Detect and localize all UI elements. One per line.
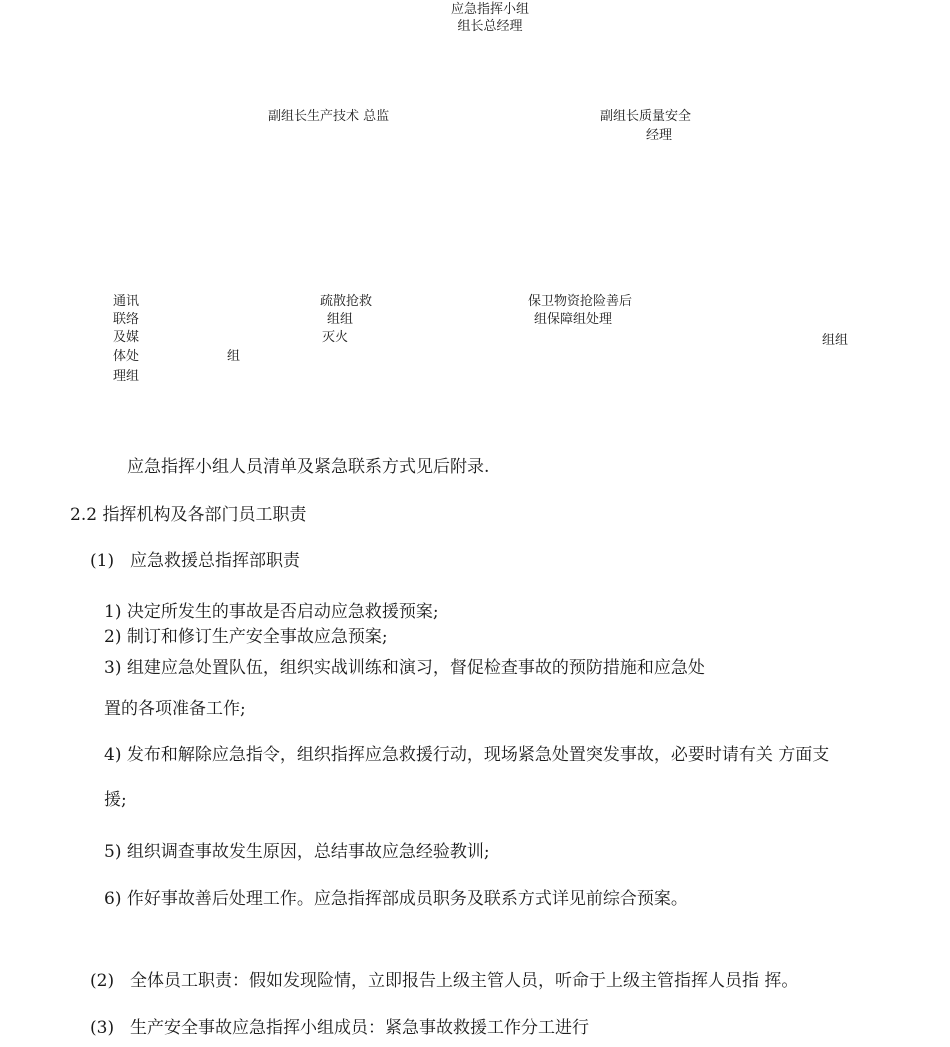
org-group-comm-line: 理组 xyxy=(113,369,140,384)
item1-title: 应急救援总指挥部职责 xyxy=(130,551,300,571)
org-group-comm-line: 体处 xyxy=(113,349,140,364)
org-group-evac-line2: 组组 xyxy=(327,312,354,327)
org-group-evac-line1: 疏散抢救 xyxy=(320,294,373,309)
org-group-comm-line: 及媒 xyxy=(113,330,140,345)
org-deputy-left: 副组长生产技术 总监 xyxy=(268,109,390,124)
item2-number: (2) xyxy=(90,971,115,991)
duty-line: 2) 制订和修订生产安全事故应急预案; xyxy=(104,627,388,647)
section-heading: 2.2 指挥机构及各部门员工职责 xyxy=(70,505,307,525)
appendix-note: 应急指挥小组人员清单及紧急联系方式见后附录. xyxy=(127,457,490,477)
item3-number: (3) xyxy=(90,1018,115,1038)
org-group-guard-line2: 组保障组处理 xyxy=(534,312,613,327)
org-group-comm-line: 通讯 xyxy=(113,294,140,309)
duty-line: 6) 作好事故善后处理工作。应急指挥部成员职务及联系方式详见前综合预案。 xyxy=(104,889,688,909)
duty-line: 1) 决定所发生的事故是否启动应急救援预案; xyxy=(104,602,439,622)
duty-line: 援; xyxy=(104,790,127,810)
org-group-guard-line1: 保卫物资抢险善后 xyxy=(528,294,633,309)
org-deputy-right-line2: 经理 xyxy=(646,128,673,143)
org-group-comm-line: 联络 xyxy=(113,312,140,327)
duty-line: 5) 组织调查事故发生原因，总结事故应急经验教训; xyxy=(104,842,490,862)
item2-text: 全体员工职责：假如发现险情，立即报告上级主管人员，听命于上级主管指挥人员指 挥。 xyxy=(130,971,799,991)
duty-line: 3) 组建应急处置队伍，组织实战训练和演习，督促检查事故的预防措施和应急处 xyxy=(104,658,705,678)
item1-number: (1) xyxy=(90,551,115,571)
org-top-line1: 应急指挥小组 xyxy=(450,2,529,17)
org-top-line2: 组长总经理 xyxy=(457,19,523,34)
org-group-comm-suffix: 组 xyxy=(227,349,241,364)
org-deputy-right-line1: 副组长质量安全 xyxy=(600,109,692,124)
duty-line: 置的各项准备工作; xyxy=(104,699,246,719)
duty-line: 4) 发布和解除应急指令，组织指挥应急救援行动，现场紧急处置突发事故，必要时请有关 方面支 xyxy=(104,745,830,765)
org-group-far-right: 组组 xyxy=(822,333,849,348)
org-group-evac-line3: 灭火 xyxy=(322,330,349,345)
item3-text: 生产安全事故应急指挥小组成员：紧急事故救援工作分工进行 xyxy=(130,1018,589,1038)
